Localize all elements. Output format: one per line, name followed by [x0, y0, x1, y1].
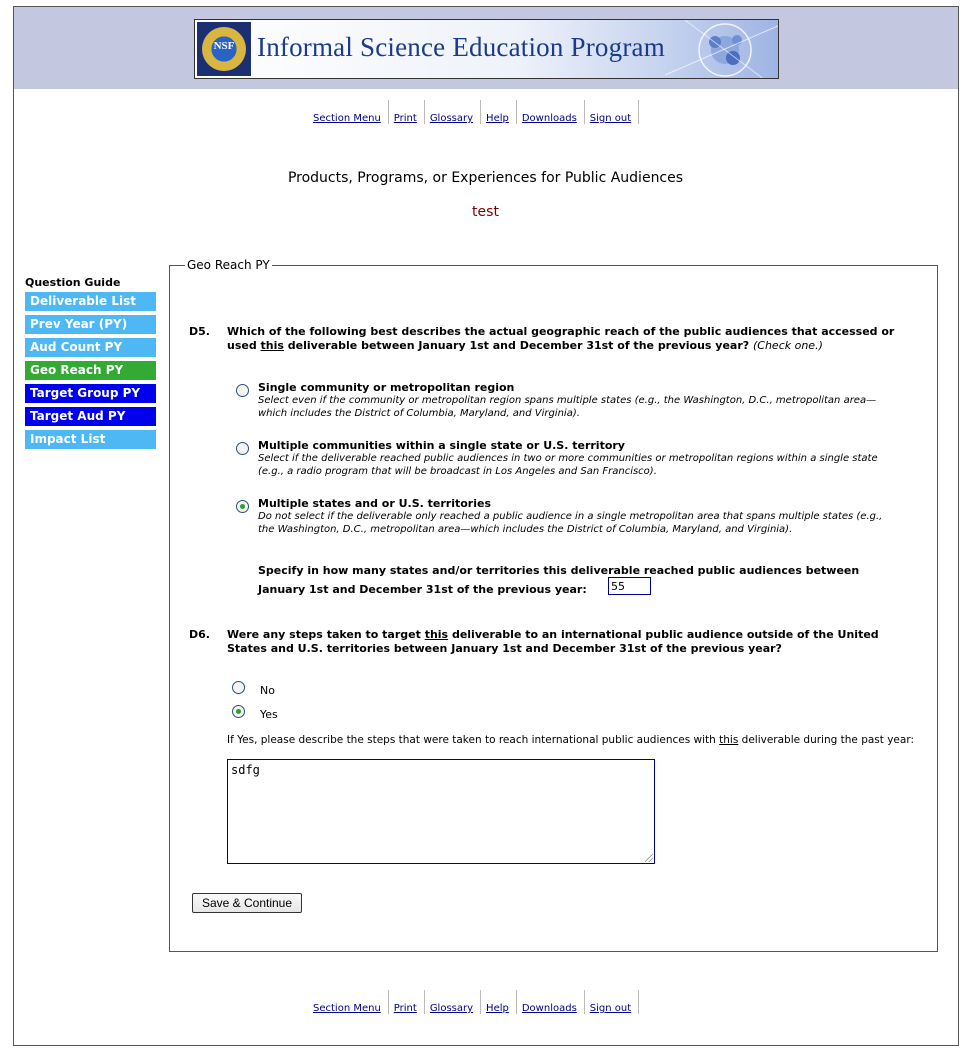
- nav-help[interactable]: Help: [481, 100, 517, 124]
- question-text-d5: Which of the following best describes the actual geographic reach of the public audiences that accessed or used this deliverable between January 1st and December 31st of the previous year? (Check one.): [227, 325, 895, 352]
- question-guide-title: Question Guide: [25, 276, 121, 289]
- nsf-logo: NSF: [197, 22, 251, 76]
- option-title: Multiple communities within a single state or U.S. territory: [258, 439, 625, 452]
- nav-downloads[interactable]: Downloads: [517, 990, 585, 1014]
- banner-title: Informal Science Education Program: [257, 32, 665, 62]
- nav-downloads[interactable]: Downloads: [517, 100, 585, 124]
- nav-section-menu[interactable]: Section Menu: [308, 100, 389, 124]
- guide-prev-year[interactable]: Prev Year (PY): [25, 315, 156, 334]
- states-count-input[interactable]: 55: [608, 577, 651, 595]
- nav-sign-out[interactable]: Sign out: [585, 990, 639, 1014]
- nav-help[interactable]: Help: [481, 990, 517, 1014]
- question-text-d6: Were any steps taken to target this deliverable to an international public audience outside of the United States and U.S. territories between January 1st and December 31st of the previous year?: [227, 628, 879, 655]
- nav-print[interactable]: Print: [389, 100, 425, 124]
- guide-geo-reach[interactable]: Geo Reach PY: [25, 361, 156, 380]
- guide-aud-count[interactable]: Aud Count PY: [25, 338, 156, 357]
- nav-print[interactable]: Print: [389, 990, 425, 1014]
- nav-glossary[interactable]: Glossary: [425, 100, 481, 124]
- guide-impact-list[interactable]: Impact List: [25, 430, 156, 449]
- save-continue-button[interactable]: Save & Continue: [192, 893, 302, 913]
- page-title: Products, Programs, or Experiences for Public Audiences: [287, 170, 684, 186]
- question-number-d6: D6.: [189, 628, 210, 641]
- guide-target-aud[interactable]: Target Aud PY: [25, 407, 156, 426]
- option-title: Single community or metropolitan region: [258, 381, 515, 394]
- bottom-nav: [308, 990, 639, 1014]
- option-description: Select even if the community or metropolitan region spans multiple states (e.g., the Washington, D.C., metropolitan area—which includes the District of Columbia, Maryland, and Virginia).: [258, 395, 877, 419]
- radio-no[interactable]: [232, 681, 245, 694]
- option-description: Do not select if the deliverable only reached a public audience in a single metropolitan area that spans multiple states (e.g., the Washington, D.C., metropolitan area—which includes the District of Columbia, Maryland, and Virginia).: [258, 511, 883, 535]
- fieldset-legend: Geo Reach PY: [187, 258, 270, 272]
- project-name: test: [472, 204, 499, 220]
- radio-multiple-states[interactable]: [236, 500, 249, 513]
- nav-section-menu[interactable]: Section Menu: [308, 990, 389, 1014]
- guide-target-group[interactable]: Target Group PY: [25, 384, 156, 403]
- describe-steps-label: If Yes, please describe the steps that were taken to reach international public audiences with this deliverable during the past year:: [227, 734, 914, 746]
- option-description: Select if the deliverable reached public audiences in two or more communities or metropolitan regions within a single state (e.g., a radio program that will be broadcast in Los Angeles and San Francisco).: [258, 453, 878, 477]
- program-banner: [194, 19, 779, 79]
- radio-yes[interactable]: [232, 705, 245, 718]
- radio-single-community[interactable]: [236, 384, 249, 397]
- radio-yes-label: Yes: [260, 708, 278, 721]
- molecule-graphic: [665, 20, 779, 79]
- resize-grip-icon[interactable]: [645, 854, 653, 862]
- question-guide: [25, 292, 156, 453]
- option-title: Multiple states and or U.S. territories: [258, 497, 492, 510]
- states-count-label: Specify in how many states and/or territories this deliverable reached public audiences between January 1st and December 31st of the previous year:: [258, 564, 860, 596]
- top-nav: [308, 100, 639, 124]
- nav-glossary[interactable]: Glossary: [425, 990, 481, 1014]
- radio-multiple-communities[interactable]: [236, 442, 249, 455]
- describe-steps-textarea[interactable]: sdfg: [227, 759, 655, 864]
- radio-no-label: No: [260, 684, 275, 697]
- nav-sign-out[interactable]: Sign out: [585, 100, 639, 124]
- question-number-d5: D5.: [189, 325, 210, 338]
- guide-deliverable-list[interactable]: Deliverable List: [25, 292, 156, 311]
